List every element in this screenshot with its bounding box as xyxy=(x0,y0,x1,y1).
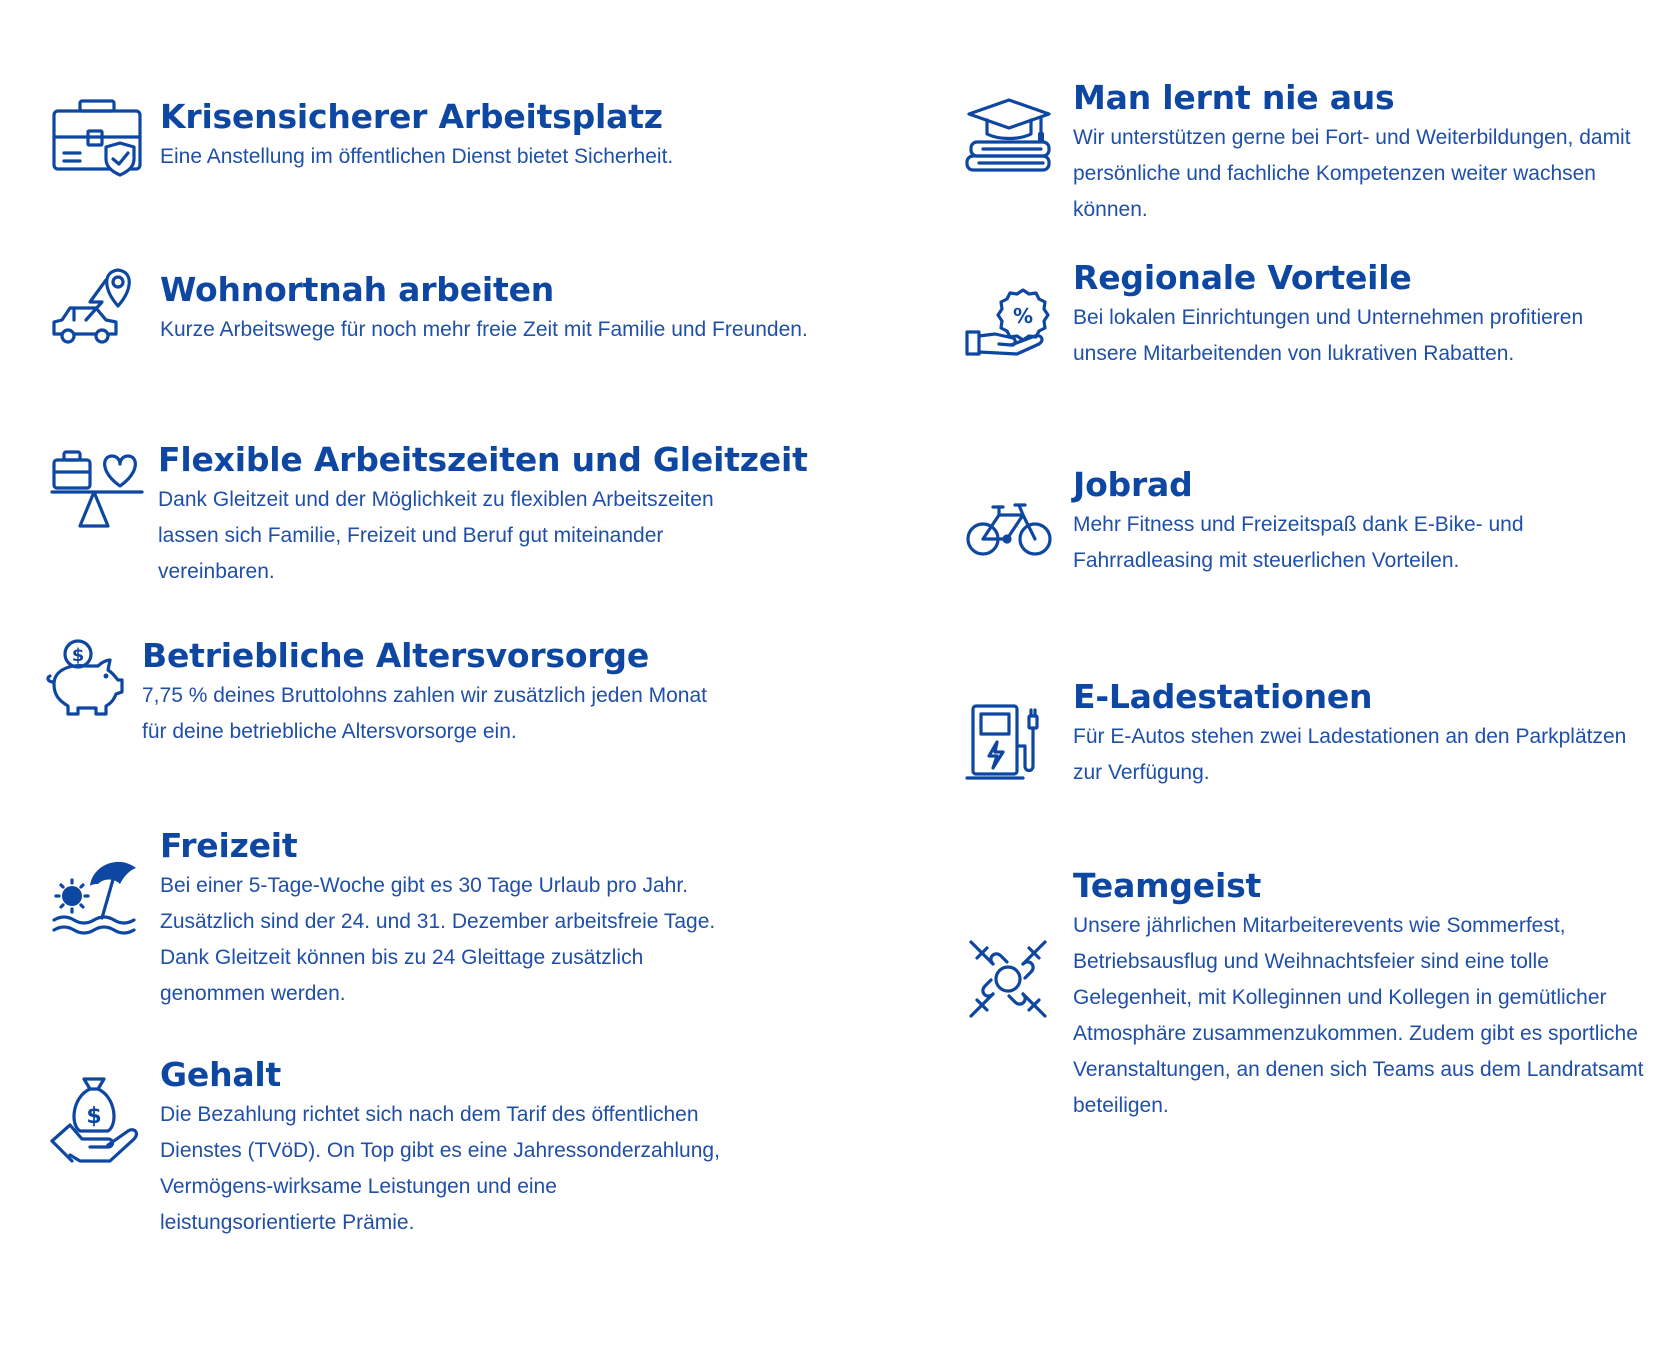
benefit-title: Jobrad xyxy=(1073,465,1193,504)
benefit-title: Wohnortnah arbeiten xyxy=(160,270,555,309)
briefcase-shield-icon xyxy=(50,97,146,177)
benefit-description: Die Bezahlung richtet sich nach dem Tarif des öffentlichen Dienstes (TVöD). On Top gibt es eine Jahressonderzahlung, Vermögens-wirksame Leistungen und eine leistungsorientierte Prämie. xyxy=(160,1103,720,1234)
money-bag-hand-icon xyxy=(50,1075,146,1165)
work-life-balance-icon xyxy=(50,446,146,536)
benefit-title: Betriebliche Altersvorsorge xyxy=(142,636,650,675)
car-location-icon xyxy=(50,268,146,348)
bicycle-icon xyxy=(965,495,1055,565)
svg-text:%: % xyxy=(1012,304,1034,328)
svg-text:$: $ xyxy=(86,1104,102,1129)
charging-station-icon xyxy=(965,702,1045,782)
discount-hand-icon xyxy=(965,288,1055,358)
graduation-books-icon xyxy=(965,96,1055,176)
benefit-title: Flexible Arbeitszeiten und Gleitzeit xyxy=(158,440,808,479)
benefit-title: Man lernt nie aus xyxy=(1073,78,1395,117)
benefit-title: Teamgeist xyxy=(1073,866,1262,905)
piggy-bank-icon xyxy=(44,636,134,716)
benefit-description: Wir unterstützen gerne bei Fort- und Weiterbildungen, damit persönliche und fachliche Kompetenzen weiter wachsen können. xyxy=(1073,126,1631,221)
benefit-description: 7,75 % deines Bruttolohns zahlen wir zusätzlich jeden Monat für deine betriebliche Altersvorsorge ein. xyxy=(142,684,707,743)
teamwork-hands-icon xyxy=(965,936,1051,1022)
svg-text:$: $ xyxy=(71,645,85,666)
benefit-description: Unsere jährlichen Mitarbeiterevents wie Sommerfest, Betriebsausflug und Weihnachtsfeier sind eine tolle Gelegenheit, mit Kolleginnen und Kollegen in gemütlicher Atmosphäre zusammenzukommen. Zudem gibt es sportliche Veranstaltungen, an denen sich Teams aus dem Landratsamt beteiligen. xyxy=(1073,914,1644,1117)
benefit-description: Für E-Autos stehen zwei Ladestationen an den Parkplätzen zur Verfügung. xyxy=(1073,725,1627,784)
benefit-title: E-Ladestationen xyxy=(1073,677,1373,716)
benefit-title: Gehalt xyxy=(160,1055,282,1094)
benefit-title: Krisensicherer Arbeitsplatz xyxy=(160,97,663,136)
benefit-description: Eine Anstellung im öffentlichen Dienst bietet Sicherheit. xyxy=(160,145,674,168)
beach-umbrella-icon xyxy=(50,856,146,936)
benefit-description: Kurze Arbeitswege für noch mehr freie Zeit mit Familie und Freunden. xyxy=(160,318,808,341)
benefit-title: Regionale Vorteile xyxy=(1073,258,1412,297)
benefit-description: Bei lokalen Einrichtungen und Unternehmen profitieren unsere Mitarbeitenden von lukrativen Rabatten. xyxy=(1073,306,1584,365)
benefit-description: Dank Gleitzeit und der Möglichkeit zu flexiblen Arbeitszeiten lassen sich Familie, Freizeit und Beruf gut miteinander vereinbaren. xyxy=(158,488,714,583)
benefit-description: Mehr Fitness und Freizeitspaß dank E-Bike- und Fahrradleasing mit steuerlichen Vorteilen. xyxy=(1073,513,1524,572)
benefit-title: Freizeit xyxy=(160,826,298,865)
benefit-description: Bei einer 5-Tage-Woche gibt es 30 Tage Urlaub pro Jahr. Zusätzlich sind der 24. und 31. Dezember arbeitsfreie Tage. Dank Gleitzeit können bis zu 24 Gleittage zusätzlich genommen werden. xyxy=(160,874,716,1005)
